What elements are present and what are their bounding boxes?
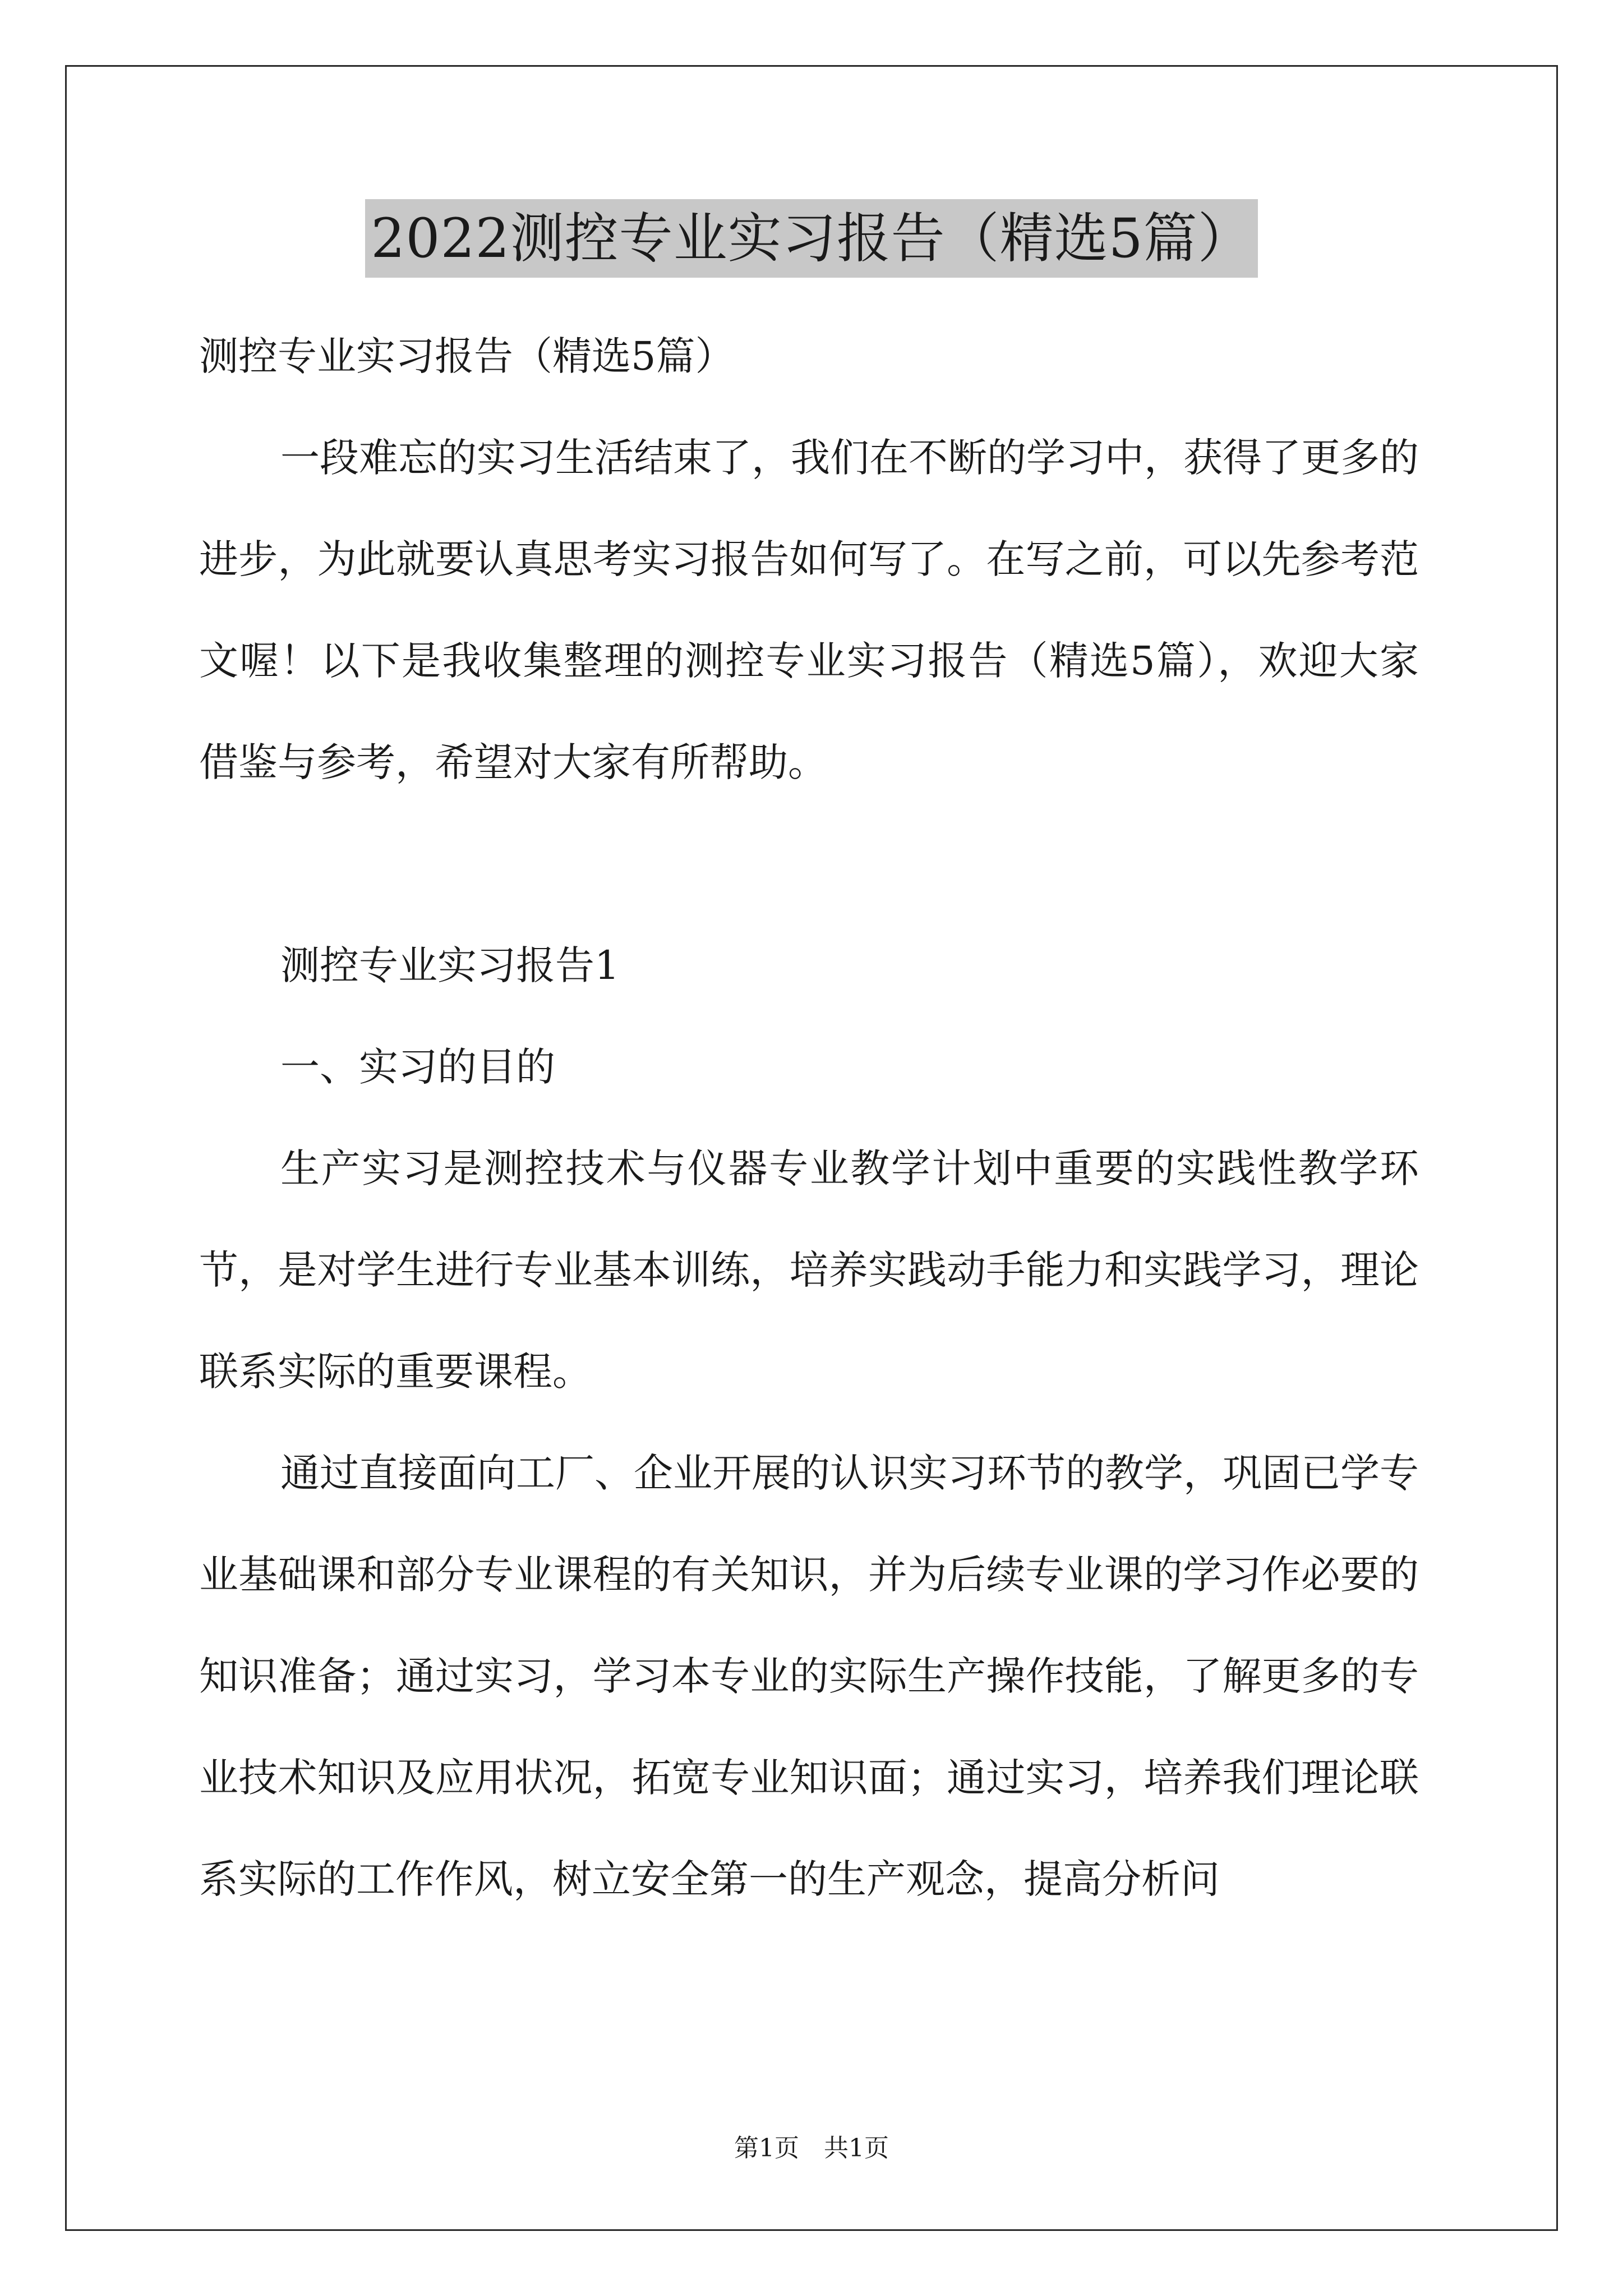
section-heading: 测控专业实习报告1 (280, 942, 620, 988)
body-paragraph-1: 生产实习是测控技术与仪器专业教学计划中重要的实践性教学环节，是对学生进行专业基本训练，培养实践动手能力和实践学习，理论联系实际的重要课程。 (199, 1145, 1419, 1395)
title-container (0, 199, 1623, 278)
section-subheading: 一、实习的目的 (280, 1044, 555, 1090)
intro-paragraph: 一段难忘的实习生活结束了，我们在不断的学习中，获得了更多的进步，为此就要认真思考实习报告如何写了。在写之前，可以先参考范文喔！以下是我收集整理的测控专业实习报告（精选5篇），欢迎大家借鉴与参考，希望对大家有所帮助。 (199, 435, 1419, 785)
paragraph-spacer (199, 813, 1419, 915)
page-footer: 第1页 共1页 (734, 2134, 889, 2162)
document-body (199, 306, 1419, 1930)
document-title: 2022测控专业实习报告（精选5篇） (365, 199, 1257, 278)
body-paragraph-2: 通过直接面向工厂、企业开展的认识实习环节的教学，巩固已学专业基础课和部分专业课程的有关知识，并为后续专业课的学习作必要的知识准备；通过实习，学习本专业的实际生产操作技能，了解更多的专业技术知识及应用状况，拓宽专业知识面；通过实习，培养我们理论联系实际的工作作风，树立安全第一的生产观念，提高分析问 (199, 1450, 1419, 1902)
document-subtitle: 测控专业实习报告（精选5篇） (199, 333, 735, 379)
